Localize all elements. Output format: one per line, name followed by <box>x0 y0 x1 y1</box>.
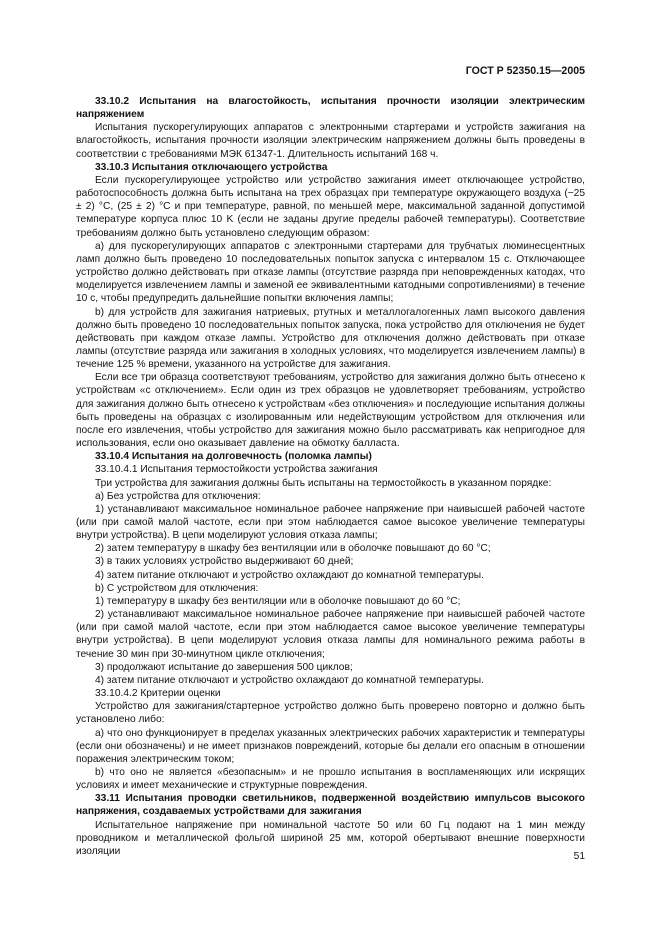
list-item: 2) устанавливают максимальное номинальное рабочее напряжение при наивысшей рабочей частоте (или при самой малой частоте, если при этом наблюдается самое высокое увеличение температуры внутри устройства). В цепи моделируют условия отказа лампы для номинального режима работы в течение 30 мин при 30-минутном цикле отключения; <box>76 609 585 660</box>
list-item: 1) температуру в шкафу без вентиляции или в оболочке повышают до 60 °C; <box>95 595 461 607</box>
list-item: 1) устанавливают максимальное номинальное рабочее напряжение при наивысшей рабочей частоте (или при самой малой частоте, если при этом наблюдается самое высокое увеличение температуры внутри устройства). В цепи моделируют условия отказа лампы; <box>76 503 585 542</box>
subsection-title: 33.10.4.1 Испытания термостойкости устройства зажигания <box>95 464 378 476</box>
page-number: 51 <box>573 851 585 862</box>
list-item: 4) затем питание отключают и устройство охлаждают до комнатной температуры. <box>95 674 484 686</box>
section-heading: 33.10.4 Испытания на долговечность (поломка лампы) <box>95 451 372 463</box>
paragraph: Испытания пускорегулирующих аппаратов с электронными стартерами и устройств зажигания на влагостойкость, испытания прочности изоляции электрическим напряжением должны быть проведены в соответствии с требованиями МЭК 61347-1. Длительность испытаний 168 ч. <box>76 122 585 160</box>
list-item: 3) продолжают испытание до завершения 500 циклов; <box>95 661 353 673</box>
list-item: b) для устройств для зажигания натриевых, ртутных и металлогалогенных ламп высокого давления должно быть проведено 10 последовательных попыток запуска, пока устройство для отключения не будет действовать при каждом отказе лампы. Устройство для отключения должно действовать при отказе лампы (отсутствие разряда или зажигания в холодных условиях, что моделируется извлечением лампы) в течение 125 % времени, указанного на устройстве для зажигания. <box>76 306 585 371</box>
list-item: a) для пускорегулирующих аппаратов с электронными стартерами для трубчатых люминесцентных ламп должно быть проведено 10 последовательных попыток запуска с интервалом 15 с. Отключающее устройство должно действовать при отказе лампы (отсутствие разряда при неповрежденных катодах, что моделируется извлечением лампы и заменой ее эквивалентными катодными сопротивлениями) в течение 10 с, чтобы предупредить дальнейшие попытки включения лампы; <box>76 240 585 305</box>
list-item: а) Без устройства для отключения: <box>95 490 261 502</box>
section-heading: 33.11 Испытания проводки светильников, подверженной воздействию импульсов высокого напряжения, создаваемых устройствами для зажигания <box>76 793 585 818</box>
page-content <box>76 95 585 858</box>
paragraph: Три устройства для зажигания должны быть испытаны на термостойкость в указанном порядке: <box>95 477 552 489</box>
standard-number: ГОСТ Р 52350.15—2005 <box>465 65 585 77</box>
paragraph: Если все три образца соответствуют требованиям, устройство для зажигания должно быть отнесено к устройствам «с отключением». Если один из трех образцов не удовлетворяет требованиям, устройство для зажигания должно быть отнесено к устройствам «без отключения» и последующие испытания должны быть проведены на образцах с изолированным или недействующим устройством для отключения или после его извлечения, чтобы устройство для зажигания можно было рассматривать как непригодное для использования, если оно оказывает давление на обмотку балласта. <box>76 372 585 450</box>
paragraph: Устройство для зажигания/стартерное устройство должно быть проверено повторно и должно быть установлено либо: <box>76 701 585 726</box>
list-item: 3) в таких условиях устройство выдерживают 60 дней; <box>95 556 354 568</box>
section-heading: 33.10.3 Испытания отключающего устройства <box>95 161 328 173</box>
paragraph: Испытательное напряжение при номинальной частоте 50 или 60 Гц подают на 1 мин между проводником и металлической фольгой шириной 25 мм, которой обертывают внешние поверхности изоляции <box>76 819 585 857</box>
list-item: 4) затем питание отключают и устройство охлаждают до комнатной температуры. <box>95 569 484 581</box>
list-item: b) С устройством для отключения: <box>95 582 259 594</box>
list-item: a) что оно функционирует в пределах указанных электрических рабочих характеристик и температуры (если они обозначены) и не имеет признаков повреждений, которые бы делали его опасным в отношении поражения электрическим током; <box>76 727 585 765</box>
subsection-title: 33.10.4.2 Критерии оценки <box>95 688 221 700</box>
list-item: 2) затем температуру в шкафу без вентиляции или в оболочке повышают до 60 °C; <box>95 543 491 555</box>
list-item: b) что оно не является «безопасным» и не прошло испытания в воспламеняющих или искрящих условиях и имеет механические и структурные повреждения. <box>76 766 585 792</box>
paragraph: Если пускорегулирующее устройство или устройство зажигания имеет отключающее устройство, работоспособность должна быть испытана на трех образцах при температуре окружающего воздуха (−25 ± 2) °C, (25 ± 2) °C и при температуре, равной, по меньшей мере, максимальной заданной допустимой температуре корпуса плюс 10 K (если не заданы другие пределы рабочей температуры). Соответствие требованиям должно быть установлено следующим образом: <box>76 174 585 239</box>
section-heading: 33.10.2 Испытания на влагостойкость, испытания прочности изоляции электрическим напряжением <box>76 96 585 121</box>
